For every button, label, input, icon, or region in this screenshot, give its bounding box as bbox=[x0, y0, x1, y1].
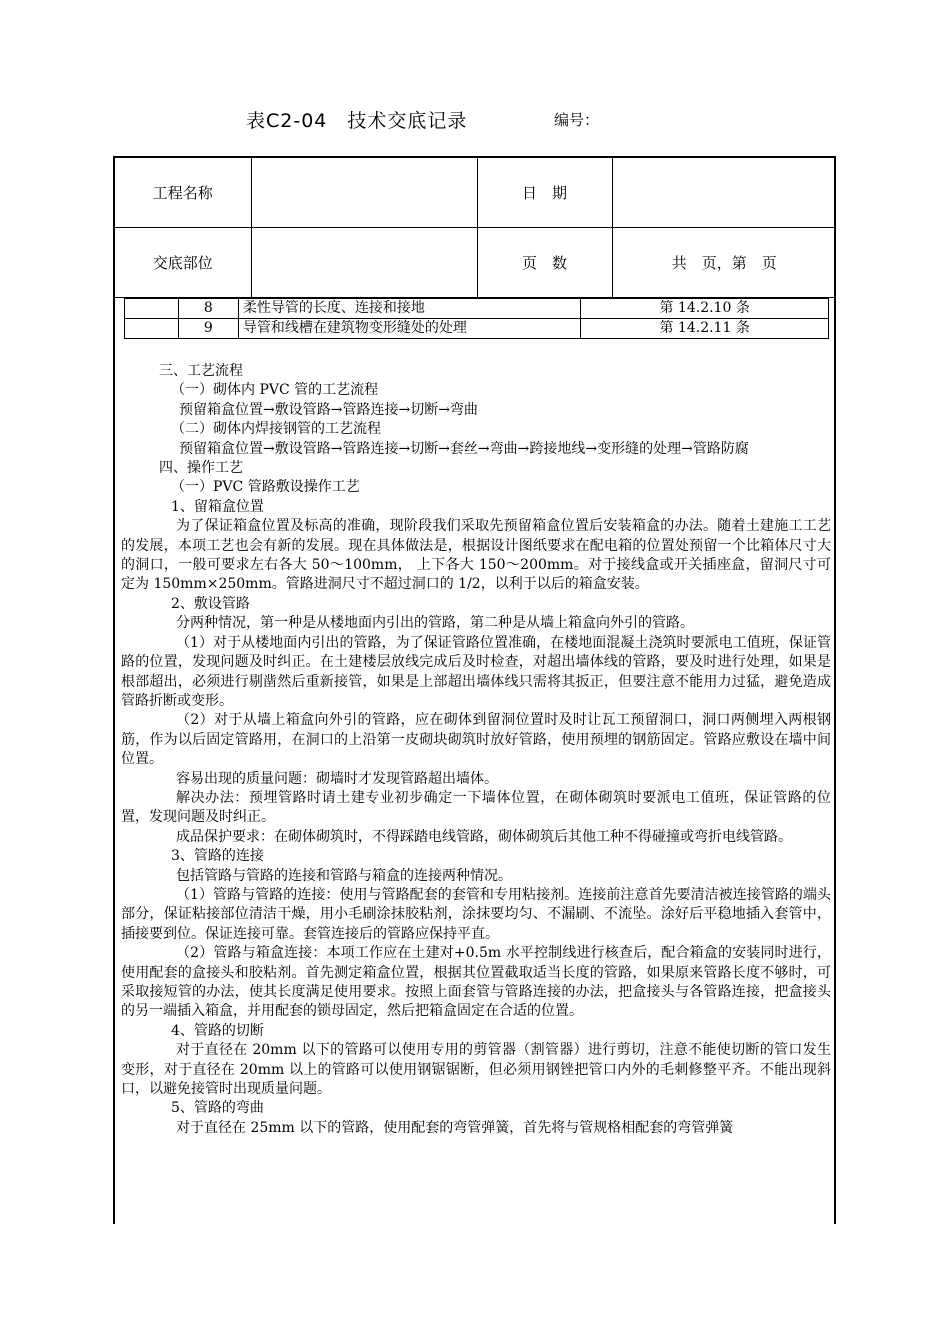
body-paragraph: （1）对于从楼地面内引出的管路，为了保证管路位置准确，在楼地面混凝土浇筑时要派电工值班，保证管路的位置，发现问题及时纠正。在土建楼层放线完成后及时检查，对超出墙体线的管路，要及时进行处理，如果是根部超出，必须进行剔凿然后重新接管，如果是上部超出墙体线只需将其扳正，但要注意不能用力过猛，避免造成管路折断或变形。 bbox=[121, 634, 831, 709]
blank-cell bbox=[125, 299, 179, 319]
body-paragraph: 5、管路的弯曲 bbox=[171, 1100, 264, 1117]
body-paragraph: （一）砌体内 PVC 管的工艺流程 bbox=[171, 382, 379, 399]
body-paragraph: 3、管路的连接 bbox=[171, 848, 264, 865]
body-paragraph: 4、管路的切断 bbox=[171, 1022, 264, 1039]
body-paragraph: （1）管路与管路的连接：使用与管路配套的套管和专用粘接剂。连接前注意首先要清洁被连接管路的端头部分，保证粘接部位清洁干燥，用小毛刷涂抹胶粘剂，涂抹要均匀、不漏刷、不流坠。涂好后平稳地插入套管中，插接要到位。保证连接可靠。套管连接后的管路应保持平直。 bbox=[121, 886, 831, 942]
date-field[interactable] bbox=[612, 158, 836, 228]
page-title: 表C2-04 技术交底记录 bbox=[246, 110, 468, 132]
body-paragraph: 容易出现的质量问题：砌墙时才发现管路超出墙体。 bbox=[176, 770, 498, 787]
body-paragraph: 预留箱盒位置→敷设管路→管路连接→切断→弯曲 bbox=[179, 401, 478, 418]
body-paragraph: 解决办法：预埋管路时请土建专业初步确定一下墙体位置，在砌体砌筑时要派电工值班，保证管路的位置，发现问题及时纠正。 bbox=[121, 789, 831, 826]
item-clause: 第 14.2.11 条 bbox=[581, 319, 829, 339]
body-paragraph: 对于直径在 20mm 以下的管路可以使用专用的剪管器（割管器）进行剪切，注意不能使切断的管口发生变形，对于直径在 20mm 以上的管路可以使用钢锯锯断，但必须用钢锉把管口内外的毛刺修整平齐。不能出现斜口，以避免接管时出现质量问题。 bbox=[121, 1042, 831, 1098]
project-name-field[interactable] bbox=[251, 158, 477, 228]
table-row bbox=[125, 319, 829, 339]
body-paragraph: （一）PVC 管路敷设操作工艺 bbox=[171, 479, 360, 496]
code-label: 编号： bbox=[554, 111, 600, 129]
project-name-label: 工程名称 bbox=[115, 158, 251, 228]
blank-cell bbox=[125, 319, 179, 339]
body-paragraph: 为了保证箱盒位置及标高的准确，现阶段我们采取先预留箱盒位置后安装箱盒的办法。随着土建施工工艺的发展，本项工艺也会有新的发展。现在具体做法是，根据设计图纸要求在配电箱的位置处预留一个比箱体尺寸大的洞口，一般可要求左右各大 50～100mm， 上下各大 150～200mm。对于接线盒或开关插座盒，留洞尺寸可定为 150mm×250mm。管路进洞尺寸不超过洞口的 1/2，以利于以后的箱盒安装。 bbox=[121, 518, 831, 593]
item-content: 导管和线槽在建筑物变形缝处的处理 bbox=[238, 319, 580, 339]
item-number: 8 bbox=[178, 299, 238, 319]
body-text bbox=[121, 362, 831, 1138]
body-paragraph: 1、留箱盒位置 bbox=[171, 498, 264, 515]
table-row bbox=[125, 299, 829, 319]
body-paragraph: 分两种情况，第一种是从楼地面内引出的管路，第二种是从墙上箱盒向外引的管路。 bbox=[176, 615, 694, 632]
body-paragraph: （2）对于从墙上箱盒向外引的管路，应在砌体到留洞位置时及时让瓦工预留洞口，洞口两侧埋入两根钢筋，作为以后固定管路用，在洞口的上沿第一皮砌块砌筑时放好管路，使用预埋的钢筋固定。管路应敷设在墙中间位置。 bbox=[121, 712, 831, 768]
body-paragraph: 对于直径在 25mm 以下的管路，使用配套的弯管弹簧，首先将与管规格相配套的弯管弹簧 bbox=[176, 1119, 734, 1136]
pages-label: 页 数 bbox=[477, 228, 612, 298]
body-paragraph: 预留箱盒位置→敷设管路→管路连接→切断→套丝→弯曲→跨接地线→变形缝的处理→管路防腐 bbox=[179, 440, 749, 457]
body-paragraph: 2、敷设管路 bbox=[171, 595, 250, 612]
item-number: 9 bbox=[178, 319, 238, 339]
body-paragraph: 三、工艺流程 bbox=[159, 363, 243, 379]
body-paragraph: （2）管路与箱盒连接：本项工作应在土建对+0.5m 水平控制线进行核查后，配合箱盒的安装同时进行，使用配套的盒接头和胶粘剂。首先测定箱盒位置，根据其位置截取适当长度的管路，如果原来管路长度不够时，可采取接短管的办法，使其长度满足使用要求。按照上面套管与管路连接的办法，把盒接头与各管路连接，把盒接头的另一端插入箱盒，并用配套的锁母固定，然后把箱盒固定在合适的位置。 bbox=[121, 945, 831, 1020]
date-label: 日 期 bbox=[477, 158, 612, 228]
body-paragraph: （二）砌体内焊接钢管的工艺流程 bbox=[171, 421, 381, 438]
location-field[interactable] bbox=[251, 228, 477, 298]
info-table bbox=[115, 158, 836, 298]
title-row bbox=[246, 106, 666, 136]
items-table bbox=[124, 298, 829, 339]
info-row-location bbox=[115, 228, 836, 298]
body-paragraph: 四、操作工艺 bbox=[159, 460, 243, 477]
item-content: 柔性导管的长度、连接和接地 bbox=[238, 299, 580, 319]
item-clause: 第 14.2.10 条 bbox=[581, 299, 829, 319]
info-row-project bbox=[115, 158, 836, 228]
body-paragraph: 成品保护要求：在砌体砌筑时，不得踩踏电线管路，砌体砌筑后其他工种不得碰撞或弯折电线管路。 bbox=[176, 828, 792, 845]
pages-field[interactable]: 共 页，第 页 bbox=[612, 228, 836, 298]
location-label: 交底部位 bbox=[115, 228, 251, 298]
body-paragraph: 包括管路与管路的连接和管路与箱盒的连接两种情况。 bbox=[176, 867, 512, 884]
record-frame bbox=[113, 156, 836, 1224]
